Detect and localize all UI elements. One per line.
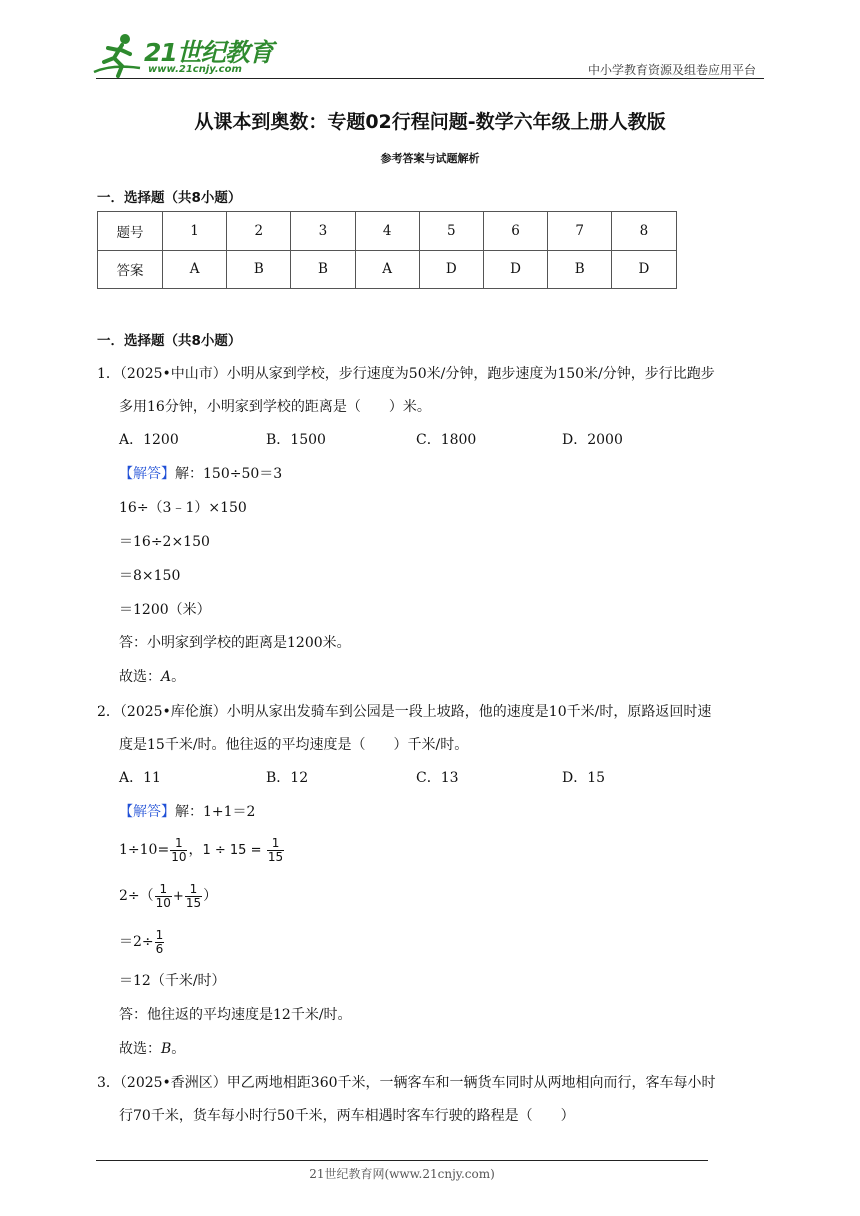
table-cell: D	[483, 250, 547, 289]
question-2-solution-divide	[119, 927, 165, 957]
fraction	[155, 929, 165, 956]
answer-table	[97, 211, 677, 289]
question-1-solution-line: 16÷（3﹣1）×150	[119, 500, 247, 516]
logo-text: 21世纪教育	[144, 38, 273, 67]
table-cell: 8	[612, 212, 676, 251]
choice-prefix: 故选：	[119, 1041, 161, 1057]
solution-tag: 【解答】	[119, 466, 175, 482]
question-1-choice	[119, 667, 185, 687]
question-2-choice	[119, 1039, 185, 1059]
table-cell: A	[355, 250, 419, 289]
table-row	[98, 250, 677, 289]
section-heading-questions: 一．选择题（共8小题）	[97, 333, 242, 349]
solution-text: ）	[203, 888, 218, 904]
question-1-text-cont: 多用16分钟，小明家到学校的距离是（ ）米。	[119, 399, 431, 415]
question-3-text-cont: 行70千米，货车每小时行50千米，两车相遇时客车行驶的路程是（ ）	[119, 1108, 575, 1124]
table-cell: 3	[291, 212, 355, 251]
question-2-option-c: C．13	[416, 770, 459, 786]
document-subtitle: 参考答案与试题解析	[380, 152, 480, 165]
table-cell: D	[419, 250, 483, 289]
choice-letter: A	[161, 669, 172, 685]
choice-letter: B	[161, 1041, 172, 1057]
logo-url: www.21cnjy.com	[148, 64, 242, 75]
fraction-denominator: 10	[155, 895, 171, 910]
fraction-numerator: 1	[170, 837, 187, 851]
fraction-denominator: 15	[185, 895, 202, 910]
question-1-solution-line: ＝1200（米）	[119, 602, 211, 618]
question-1-solution-line: ＝8×150	[119, 568, 181, 584]
table-cell: A	[163, 250, 227, 289]
fraction	[170, 837, 187, 864]
question-2-option-d: D．15	[562, 770, 606, 786]
document-title: 从课本到奥数：专题02行程问题-数学六年级上册人教版	[194, 111, 666, 133]
table-cell: 6	[483, 212, 547, 251]
fraction-numerator: 1	[267, 837, 284, 851]
footer-text: 21世纪教育网(www.21cnjy.com)	[309, 1167, 495, 1181]
choice-prefix: 故选：	[119, 669, 161, 685]
table-cell: B	[227, 250, 291, 289]
solution-text: 解：1+1＝2	[175, 804, 256, 820]
fraction-numerator: 1	[155, 883, 172, 897]
table-cell: 4	[355, 212, 419, 251]
question-1-option-d: D．2000	[562, 432, 623, 448]
solution-text: 2÷（	[119, 888, 154, 904]
question-2-text: 2．（2025•库伦旗）小明从家出发骑车到公园是一段上坡路，他的速度是10千米/时，原路返回时速	[97, 704, 712, 720]
table-cell: 7	[548, 212, 612, 251]
question-1-solution-line	[119, 464, 282, 484]
runner-logo-icon	[92, 32, 144, 78]
solution-text: 解：150÷50＝3	[175, 466, 283, 482]
question-2-text-cont: 度是15千米/时。他往返的平均速度是（ ）千米/时。	[119, 737, 469, 753]
table-cell: 1	[163, 212, 227, 251]
header-divider	[96, 78, 764, 79]
choice-suffix: 。	[171, 1041, 186, 1057]
question-2-answer-sentence: 答：他往返的平均速度是12千米/时。	[119, 1007, 352, 1023]
question-1-option-c: C．1800	[416, 432, 477, 448]
table-cell: 5	[419, 212, 483, 251]
fraction-numerator: 1	[185, 883, 202, 897]
question-1-answer-sentence: 答：小明家到学校的距离是1200米。	[119, 635, 351, 651]
fraction-denominator: 6	[155, 941, 164, 956]
solution-text: 1÷10=	[119, 842, 170, 858]
table-row	[98, 212, 677, 251]
question-2-solution-line	[119, 802, 255, 822]
question-2-option-a: A．11	[119, 770, 161, 786]
footer-divider	[96, 1160, 708, 1161]
fraction-denominator: 15	[267, 849, 284, 864]
table-cell: B	[291, 250, 355, 289]
question-1-option-b: B．1500	[266, 432, 326, 448]
solution-text: ，	[188, 842, 203, 858]
plus-sign: +	[172, 889, 184, 904]
question-3-text: 3．（2025•香洲区）甲乙两地相距360千米，一辆客车和一辆货车同时从两地相向而行，客车每小时	[97, 1075, 716, 1091]
choice-suffix: 。	[171, 669, 186, 685]
solution-text: ＝2÷	[119, 934, 154, 950]
solution-math: 1 ÷ 15 =	[202, 843, 262, 858]
fraction	[155, 883, 172, 910]
table-cell: D	[612, 250, 676, 289]
question-1-option-a: A．1200	[119, 432, 179, 448]
table-cell: 2	[227, 212, 291, 251]
question-1-text: 1．（2025•中山市）小明从家到学校，步行速度为50米/分钟，跑步速度为150米/分钟，步行比跑步	[97, 366, 715, 382]
fraction-numerator: 1	[155, 927, 164, 942]
question-1-solution-line: ＝16÷2×150	[119, 534, 210, 550]
header-platform-text: 中小学教育资源及组卷应用平台	[587, 63, 756, 77]
section-heading-summary: 一．选择题（共8小题）	[97, 190, 242, 206]
table-cell-label: 题号	[98, 212, 163, 251]
fraction	[267, 837, 284, 864]
question-2-solution-line: ＝12（千米/时）	[119, 973, 226, 989]
table-cell: B	[548, 250, 612, 289]
logo	[92, 30, 273, 80]
question-2-option-b: B．12	[266, 770, 309, 786]
solution-tag: 【解答】	[119, 804, 175, 820]
table-cell-label: 答案	[98, 250, 163, 289]
fraction	[185, 883, 202, 910]
question-2-solution-sum	[119, 881, 217, 912]
question-2-solution-fractions	[119, 835, 285, 866]
fraction-denominator: 10	[171, 849, 187, 864]
